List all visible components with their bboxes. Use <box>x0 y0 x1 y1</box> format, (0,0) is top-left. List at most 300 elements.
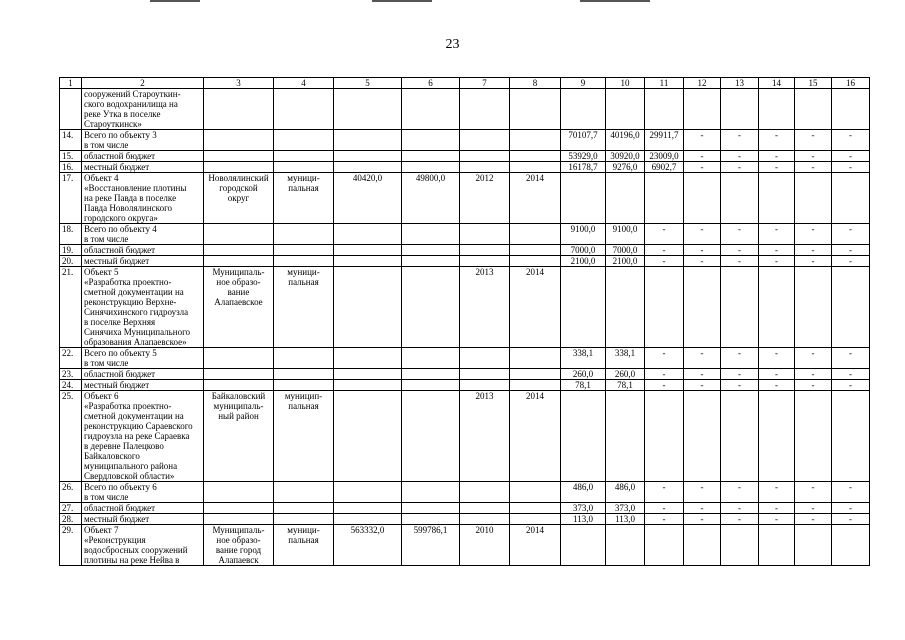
cell-c7 <box>460 151 510 162</box>
table-row <box>60 503 870 514</box>
cell-name: Объект 6 «Разработка проектно- сметной документации на реконструкцию Сараевского гидроузла на реке Сараевка в деревне Палецково Байкаловского муниципального района Свердловской области» <box>82 391 204 482</box>
cell-no: 22. <box>60 348 82 369</box>
cell-name: Объект 5 «Разработка проектно- сметной документации на реконструкцию Верхне- Синячихинского гидроузла в поселке Верхняя Синячиха Муниципального образования Алапаевское» <box>82 267 204 348</box>
table-row <box>60 482 870 503</box>
cell-c8 <box>510 514 561 525</box>
cell-c12: - <box>684 503 721 514</box>
cell-c6 <box>402 130 460 151</box>
cell-c14: - <box>759 503 795 514</box>
cell-c6 <box>402 256 460 267</box>
cell-c14: - <box>759 162 795 173</box>
cell-no: 20. <box>60 256 82 267</box>
table-row <box>60 369 870 380</box>
budget-table <box>59 77 870 566</box>
cell-c5 <box>334 348 402 369</box>
cell-no: 15. <box>60 151 82 162</box>
cell-no: 14. <box>60 130 82 151</box>
cell-c12: - <box>684 482 721 503</box>
cell-c14: - <box>759 482 795 503</box>
cell-c16 <box>832 173 870 224</box>
cell-c9: 373,0 <box>561 503 606 514</box>
cell-c14: - <box>759 245 795 256</box>
cell-c10 <box>606 89 645 130</box>
cell-no <box>60 89 82 130</box>
cell-c16: - <box>832 151 870 162</box>
cell-c8 <box>510 503 561 514</box>
cell-c9: 70107,7 <box>561 130 606 151</box>
cell-c9: 78,1 <box>561 380 606 391</box>
cell-no: 16. <box>60 162 82 173</box>
table-header-row <box>60 78 870 89</box>
cell-c8 <box>510 89 561 130</box>
cell-name: местный бюджет <box>82 162 204 173</box>
cell-c16: - <box>832 224 870 245</box>
cell-c9 <box>561 267 606 348</box>
column-number-9: 9 <box>561 78 606 89</box>
cell-c7 <box>460 130 510 151</box>
cell-c15: - <box>795 369 832 380</box>
cell-no: 26. <box>60 482 82 503</box>
cell-c9 <box>561 391 606 482</box>
cell-c14: - <box>759 224 795 245</box>
cell-c4 <box>274 482 334 503</box>
cell-c7: 2013 <box>460 267 510 348</box>
cell-c9: 9100,0 <box>561 224 606 245</box>
cell-c11 <box>645 89 684 130</box>
cell-c13: - <box>721 224 759 245</box>
cell-c13 <box>721 173 759 224</box>
cell-c15: - <box>795 256 832 267</box>
table-row <box>60 525 870 566</box>
table-row <box>60 256 870 267</box>
cell-name: областной бюджет <box>82 245 204 256</box>
cell-c3 <box>204 482 274 503</box>
cell-c9 <box>561 89 606 130</box>
cell-c4 <box>274 130 334 151</box>
cell-c15 <box>795 525 832 566</box>
cell-c14: - <box>759 348 795 369</box>
cell-c3: Байкаловский муниципаль- ный район <box>204 391 274 482</box>
column-number-2: 2 <box>82 78 204 89</box>
cell-c15: - <box>795 348 832 369</box>
cell-c10: 486,0 <box>606 482 645 503</box>
cell-c10: 78,1 <box>606 380 645 391</box>
cell-no: 18. <box>60 224 82 245</box>
cell-c15 <box>795 89 832 130</box>
cell-c10: 260,0 <box>606 369 645 380</box>
cell-c13: - <box>721 369 759 380</box>
cell-c6 <box>402 245 460 256</box>
cell-c6: 599786,1 <box>402 525 460 566</box>
cell-c15: - <box>795 482 832 503</box>
cell-no: 21. <box>60 267 82 348</box>
scan-edge-mark-left <box>150 0 200 2</box>
cell-c4 <box>274 514 334 525</box>
cell-c5 <box>334 482 402 503</box>
cell-c15: - <box>795 130 832 151</box>
cell-c9: 338,1 <box>561 348 606 369</box>
cell-c11: - <box>645 245 684 256</box>
cell-c13: - <box>721 482 759 503</box>
cell-c4: муницип- пальная <box>274 391 334 482</box>
cell-c12 <box>684 89 721 130</box>
cell-c3 <box>204 162 274 173</box>
cell-c12: - <box>684 130 721 151</box>
cell-c15 <box>795 391 832 482</box>
cell-c9: 260,0 <box>561 369 606 380</box>
cell-c3 <box>204 514 274 525</box>
cell-c16: - <box>832 482 870 503</box>
cell-c13: - <box>721 245 759 256</box>
cell-c11: - <box>645 348 684 369</box>
cell-c4: муници- пальная <box>274 525 334 566</box>
cell-c11 <box>645 391 684 482</box>
cell-c10: 40196,0 <box>606 130 645 151</box>
cell-c10: 338,1 <box>606 348 645 369</box>
table-row <box>60 224 870 245</box>
cell-c15: - <box>795 503 832 514</box>
cell-c11: - <box>645 503 684 514</box>
cell-c11 <box>645 173 684 224</box>
cell-c6 <box>402 348 460 369</box>
cell-c14: - <box>759 256 795 267</box>
cell-c10 <box>606 391 645 482</box>
cell-c10 <box>606 525 645 566</box>
cell-c12: - <box>684 369 721 380</box>
cell-c5 <box>334 391 402 482</box>
cell-c12 <box>684 525 721 566</box>
cell-c16: - <box>832 503 870 514</box>
cell-c15 <box>795 173 832 224</box>
cell-c16: - <box>832 380 870 391</box>
cell-c15: - <box>795 162 832 173</box>
cell-c15 <box>795 267 832 348</box>
cell-c13: - <box>721 503 759 514</box>
table-row <box>60 162 870 173</box>
cell-c3: Муниципаль- ное образо- вание Алапаевское <box>204 267 274 348</box>
cell-c16 <box>832 525 870 566</box>
cell-c3 <box>204 369 274 380</box>
cell-c7 <box>460 514 510 525</box>
cell-name: местный бюджет <box>82 256 204 267</box>
cell-c12: - <box>684 256 721 267</box>
cell-c3 <box>204 130 274 151</box>
cell-c11: 6902,7 <box>645 162 684 173</box>
cell-c9 <box>561 173 606 224</box>
cell-c13 <box>721 89 759 130</box>
cell-c4 <box>274 162 334 173</box>
cell-c10: 2100,0 <box>606 256 645 267</box>
cell-name: областной бюджет <box>82 369 204 380</box>
scan-edge-mark-center <box>372 0 432 2</box>
cell-c7 <box>460 89 510 130</box>
cell-c8 <box>510 130 561 151</box>
cell-c7 <box>460 245 510 256</box>
cell-c14 <box>759 267 795 348</box>
cell-c13: - <box>721 130 759 151</box>
cell-c8 <box>510 245 561 256</box>
cell-c11: - <box>645 482 684 503</box>
cell-c13: - <box>721 514 759 525</box>
column-number-10: 10 <box>606 78 645 89</box>
cell-no: 17. <box>60 173 82 224</box>
cell-c15: - <box>795 514 832 525</box>
cell-c3 <box>204 503 274 514</box>
cell-c5 <box>334 162 402 173</box>
cell-c10 <box>606 267 645 348</box>
scan-edge-mark-right <box>580 0 650 2</box>
cell-c4 <box>274 256 334 267</box>
cell-c9: 2100,0 <box>561 256 606 267</box>
cell-c3 <box>204 348 274 369</box>
cell-no: 23. <box>60 369 82 380</box>
table-row <box>60 89 870 130</box>
cell-c12: - <box>684 162 721 173</box>
cell-c12 <box>684 391 721 482</box>
cell-c8: 2014 <box>510 525 561 566</box>
column-number-12: 12 <box>684 78 721 89</box>
cell-c7 <box>460 224 510 245</box>
column-number-5: 5 <box>334 78 402 89</box>
cell-c3: Муниципаль- ное образо- вание город Алапаевск <box>204 525 274 566</box>
cell-c12: - <box>684 245 721 256</box>
cell-c6 <box>402 391 460 482</box>
table-row <box>60 245 870 256</box>
cell-c6 <box>402 224 460 245</box>
cell-c13 <box>721 391 759 482</box>
cell-c5: 563332,0 <box>334 525 402 566</box>
cell-c13: - <box>721 380 759 391</box>
cell-c14: - <box>759 369 795 380</box>
cell-c11 <box>645 525 684 566</box>
column-number-14: 14 <box>759 78 795 89</box>
cell-c4 <box>274 503 334 514</box>
cell-c5 <box>334 256 402 267</box>
cell-c6 <box>402 514 460 525</box>
table-row <box>60 130 870 151</box>
cell-c6: 49800,0 <box>402 173 460 224</box>
cell-c6 <box>402 267 460 348</box>
cell-c6 <box>402 151 460 162</box>
cell-c16 <box>832 391 870 482</box>
cell-c14: - <box>759 130 795 151</box>
cell-c4 <box>274 151 334 162</box>
cell-c8 <box>510 151 561 162</box>
cell-c5 <box>334 151 402 162</box>
cell-c9: 16178,7 <box>561 162 606 173</box>
cell-name: Объект 4 «Восстановление плотины на реке Павда в поселке Павда Новолялинского городского округа» <box>82 173 204 224</box>
cell-c5 <box>334 369 402 380</box>
cell-c13 <box>721 267 759 348</box>
cell-c5 <box>334 245 402 256</box>
cell-c16: - <box>832 130 870 151</box>
table-row <box>60 151 870 162</box>
cell-name: Объект 7 «Реконструкция водосбросных сооружений плотины на реке Нейва в <box>82 525 204 566</box>
cell-c16: - <box>832 369 870 380</box>
cell-c13: - <box>721 348 759 369</box>
cell-c5 <box>334 380 402 391</box>
cell-c4 <box>274 245 334 256</box>
cell-c16: - <box>832 245 870 256</box>
cell-c10: 9276,0 <box>606 162 645 173</box>
cell-c7: 2012 <box>460 173 510 224</box>
cell-c16: - <box>832 256 870 267</box>
cell-c5 <box>334 89 402 130</box>
cell-c14 <box>759 391 795 482</box>
cell-c12: - <box>684 224 721 245</box>
cell-c15: - <box>795 380 832 391</box>
cell-c12: - <box>684 514 721 525</box>
cell-c7: 2013 <box>460 391 510 482</box>
cell-c4: муници- пальная <box>274 267 334 348</box>
cell-name: Всего по объекту 5 в том числе <box>82 348 204 369</box>
cell-c7 <box>460 256 510 267</box>
cell-c13: - <box>721 256 759 267</box>
cell-c9: 53929,0 <box>561 151 606 162</box>
cell-c8 <box>510 162 561 173</box>
column-number-16: 16 <box>832 78 870 89</box>
cell-c7 <box>460 162 510 173</box>
cell-c3 <box>204 256 274 267</box>
table-row <box>60 348 870 369</box>
cell-c16: - <box>832 514 870 525</box>
cell-no: 28. <box>60 514 82 525</box>
cell-c13: - <box>721 151 759 162</box>
cell-c11: 23009,0 <box>645 151 684 162</box>
cell-c11: - <box>645 380 684 391</box>
cell-c6 <box>402 162 460 173</box>
cell-c8 <box>510 224 561 245</box>
table-row <box>60 173 870 224</box>
cell-c4 <box>274 380 334 391</box>
cell-c12 <box>684 267 721 348</box>
cell-c3 <box>204 380 274 391</box>
cell-c6 <box>402 369 460 380</box>
cell-c8 <box>510 369 561 380</box>
cell-c15: - <box>795 245 832 256</box>
table-body <box>60 78 870 566</box>
cell-c10: 9100,0 <box>606 224 645 245</box>
column-number-1: 1 <box>60 78 82 89</box>
cell-c16: - <box>832 348 870 369</box>
cell-c4 <box>274 348 334 369</box>
cell-c10: 30920,0 <box>606 151 645 162</box>
cell-c5 <box>334 267 402 348</box>
cell-c9 <box>561 525 606 566</box>
cell-c14 <box>759 525 795 566</box>
cell-c4 <box>274 224 334 245</box>
cell-c11: 29911,7 <box>645 130 684 151</box>
column-number-15: 15 <box>795 78 832 89</box>
cell-c15: - <box>795 224 832 245</box>
cell-c5: 40420,0 <box>334 173 402 224</box>
cell-no: 19. <box>60 245 82 256</box>
column-number-11: 11 <box>645 78 684 89</box>
cell-c16 <box>832 267 870 348</box>
cell-c5 <box>334 224 402 245</box>
cell-c14: - <box>759 514 795 525</box>
column-number-7: 7 <box>460 78 510 89</box>
cell-c6 <box>402 482 460 503</box>
table-row <box>60 267 870 348</box>
cell-c11: - <box>645 514 684 525</box>
column-number-13: 13 <box>721 78 759 89</box>
cell-c6 <box>402 503 460 514</box>
table-row <box>60 380 870 391</box>
cell-c7: 2010 <box>460 525 510 566</box>
cell-name: Всего по объекту 3 в том числе <box>82 130 204 151</box>
cell-c4 <box>274 89 334 130</box>
table-row <box>60 391 870 482</box>
cell-c14: - <box>759 380 795 391</box>
cell-c14 <box>759 173 795 224</box>
cell-c10: 7000,0 <box>606 245 645 256</box>
cell-name: областной бюджет <box>82 151 204 162</box>
cell-c3 <box>204 224 274 245</box>
cell-c12: - <box>684 348 721 369</box>
cell-c11: - <box>645 224 684 245</box>
cell-c8 <box>510 256 561 267</box>
cell-name: Всего по объекту 4 в том числе <box>82 224 204 245</box>
column-number-8: 8 <box>510 78 561 89</box>
cell-c4: муници- пальная <box>274 173 334 224</box>
cell-c7 <box>460 348 510 369</box>
cell-name: областной бюджет <box>82 503 204 514</box>
cell-c7 <box>460 503 510 514</box>
cell-c10 <box>606 173 645 224</box>
cell-c10: 113,0 <box>606 514 645 525</box>
cell-name: Всего по объекту 6 в том числе <box>82 482 204 503</box>
cell-no: 24. <box>60 380 82 391</box>
cell-c3 <box>204 89 274 130</box>
cell-c14 <box>759 89 795 130</box>
cell-name: местный бюджет <box>82 514 204 525</box>
column-number-4: 4 <box>274 78 334 89</box>
cell-c13 <box>721 525 759 566</box>
cell-c7 <box>460 482 510 503</box>
cell-c11: - <box>645 369 684 380</box>
cell-c12: - <box>684 380 721 391</box>
cell-c16: - <box>832 162 870 173</box>
cell-c4 <box>274 369 334 380</box>
cell-c8: 2014 <box>510 173 561 224</box>
cell-c9: 113,0 <box>561 514 606 525</box>
cell-c5 <box>334 130 402 151</box>
cell-c15: - <box>795 151 832 162</box>
cell-c8: 2014 <box>510 267 561 348</box>
cell-c8 <box>510 348 561 369</box>
cell-c7 <box>460 380 510 391</box>
column-number-6: 6 <box>402 78 460 89</box>
cell-c6 <box>402 89 460 130</box>
cell-c11 <box>645 267 684 348</box>
cell-c14: - <box>759 151 795 162</box>
cell-name: сооружений Староуткин- ского водохранилища на реке Утка в поселке Староуткинск» <box>82 89 204 130</box>
cell-c10: 373,0 <box>606 503 645 514</box>
cell-c3: Новолялинский городской округ <box>204 173 274 224</box>
cell-c5 <box>334 503 402 514</box>
cell-no: 29. <box>60 525 82 566</box>
cell-c8 <box>510 380 561 391</box>
cell-c12 <box>684 173 721 224</box>
cell-c8: 2014 <box>510 391 561 482</box>
cell-c9: 486,0 <box>561 482 606 503</box>
cell-c16 <box>832 89 870 130</box>
cell-c8 <box>510 482 561 503</box>
cell-c3 <box>204 151 274 162</box>
cell-c3 <box>204 245 274 256</box>
cell-c12: - <box>684 151 721 162</box>
